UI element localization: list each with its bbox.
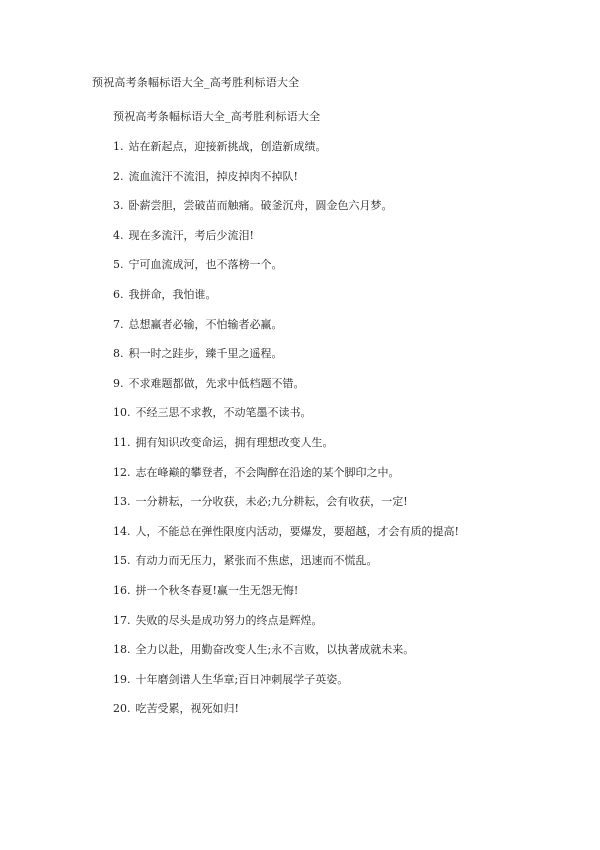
item-text: 失败的尽头是成功努力的终点是辉煌。 [135,613,323,627]
list-item [113,614,459,644]
list-item [113,406,459,436]
list-item [113,525,459,555]
list-item [113,318,459,348]
list-item [113,702,459,732]
item-number: 4. [113,228,124,242]
item-number: 11. [113,435,131,449]
item-text: 卧薪尝胆，尝破苗而触痛。破釜沉舟，圆金色六月梦。 [128,199,393,213]
item-text: 拥有知识改变命运，拥有理想改变人生。 [135,435,334,449]
document-title: 预祝高考条幅标语大全_高考胜利标语大全 [92,76,300,89]
item-text: 有动力而无压力，紧张而不焦虑，迅速而不慌乱。 [135,554,378,568]
item-number: 8. [113,347,124,361]
list-item [113,199,459,229]
item-text: 全力以赴，用勤奋改变人生;永不言败，以执著成就未来。 [135,643,415,657]
item-number: 16. [113,583,131,597]
list-item [113,584,459,614]
list-item [113,673,459,703]
item-number: 12. [113,465,131,479]
list-item [113,140,459,170]
item-number: 9. [113,376,124,390]
item-text: 总想赢者必输，不怕输者必赢。 [128,317,283,331]
item-number: 1. [113,140,124,153]
list-item [113,347,459,377]
item-text: 吃苦受累，视死如归! [135,702,239,716]
item-number: 5. [113,258,124,272]
list-item [113,554,459,584]
item-number: 7. [113,317,124,331]
list-item [113,495,459,525]
item-text: 人，不能总在弹性限度内活动，要爆发，要超越，才会有质的提高! [135,524,459,538]
item-text: 宁可血流成河，也不落榜一个。 [128,258,283,272]
item-text: 站在新起点，迎接新挑战，创造新成绩。 [128,140,327,153]
list-item [113,258,459,288]
document-subtitle: 预祝高考条幅标语大全_高考胜利标语大全 [113,110,321,123]
item-number: 14. [113,524,131,538]
item-number: 20. [113,702,131,716]
list-item [113,229,459,259]
item-text: 十年磨剑谱人生华章;百日冲刺展学子英姿。 [135,672,349,686]
item-number: 13. [113,495,131,509]
item-text: 流血流汗不流泪，掉皮掉肉不掉队! [128,169,298,183]
item-number: 19. [113,672,131,686]
list-item [113,436,459,466]
list-item [113,170,459,200]
list-item [113,466,459,496]
item-text: 拼一个秋冬春夏!赢一生无怨无悔! [135,583,299,597]
slogan-list [113,140,459,732]
item-text: 志在峰巅的攀登者，不会陶醉在沿途的某个脚印之中。 [135,465,400,479]
item-number: 3. [113,199,124,213]
list-item [113,643,459,673]
item-text: 积一时之跬步，臻千里之遥程。 [128,347,283,361]
item-number: 15. [113,554,131,568]
item-number: 2. [113,169,124,183]
item-text: 不求难题都做，先求中低档题不错。 [128,376,305,390]
item-text: 不经三思不求教，不动笔墨不读书。 [135,406,312,420]
item-text: 我拼命，我怕谁。 [128,287,217,301]
item-number: 18. [113,643,131,657]
item-number: 10. [113,406,131,420]
item-text: 一分耕耘，一分收获，未必;九分耕耘，会有收获，一定! [135,495,408,509]
list-item [113,377,459,407]
item-text: 现在多流汗，考后少流泪! [128,228,254,242]
item-number: 17. [113,613,131,627]
item-number: 6. [113,287,124,301]
list-item [113,288,459,318]
